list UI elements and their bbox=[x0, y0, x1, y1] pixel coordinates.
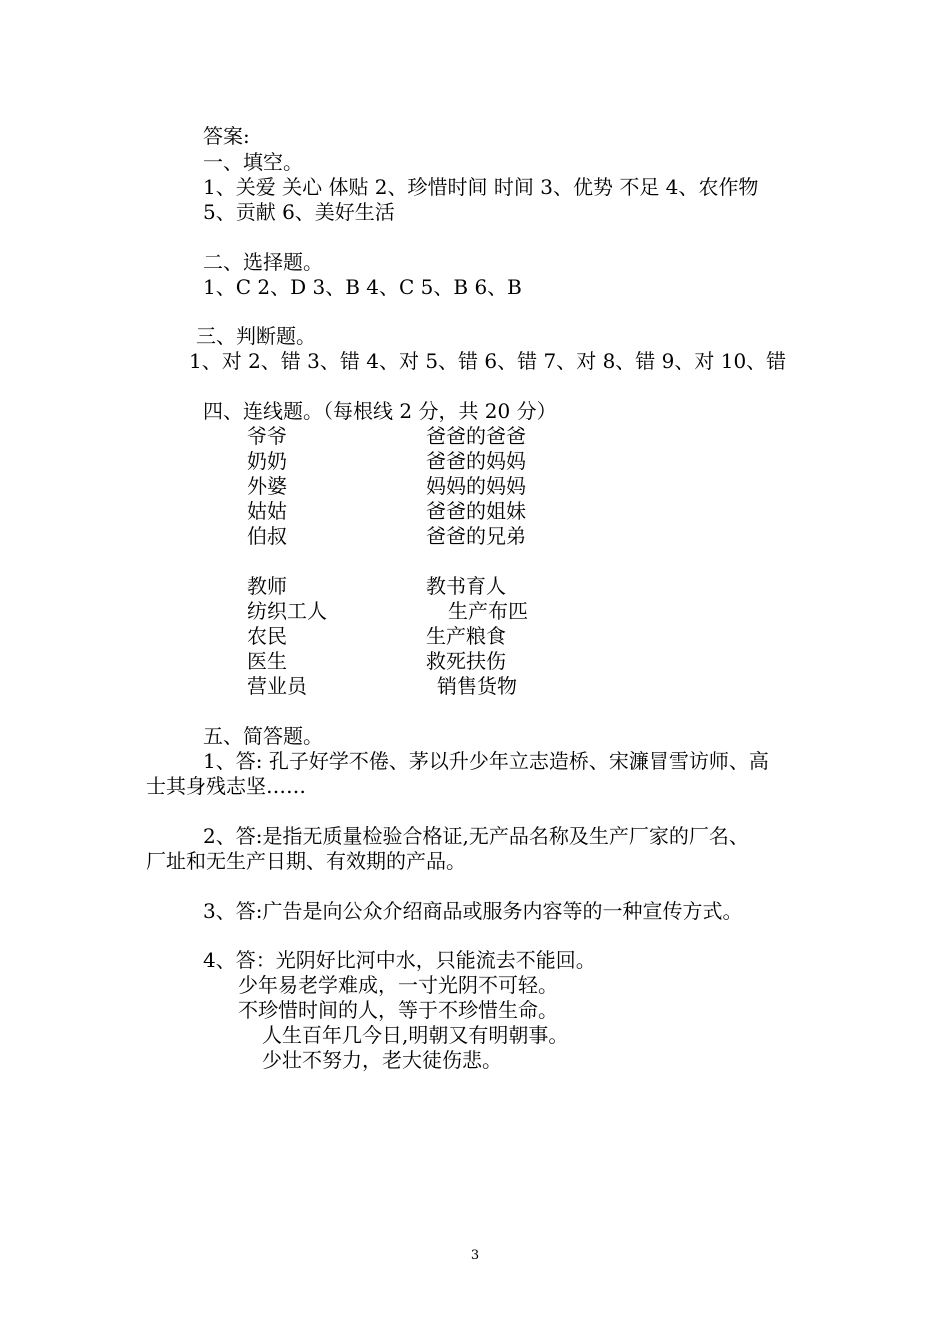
answer1-line1: 1、答: 孔子好学不倦、茅以升少年立志造桥、宋濂冒雪访师、高 bbox=[203, 749, 769, 773]
match-right-item: 教书育人 bbox=[426, 574, 506, 598]
match-left-item: 伯叔 bbox=[247, 524, 287, 548]
section4-heading: 四、连线题。（每根线 2 分，共 20 分） bbox=[203, 399, 557, 423]
match-right-item: 爸爸的妈妈 bbox=[426, 449, 526, 473]
match-right-item: 救死扶伤 bbox=[426, 649, 506, 673]
match-left-item: 农民 bbox=[247, 624, 287, 648]
section2-answers-line1: 1、C 2、D 3、B 4、C 5、B 6、B bbox=[203, 275, 522, 299]
match-right-item: 销售货物 bbox=[437, 674, 517, 698]
match-left-item: 奶奶 bbox=[247, 449, 287, 473]
section2-heading: 二、选择题。 bbox=[203, 250, 323, 274]
match-right-item: 爸爸的兄弟 bbox=[426, 524, 526, 548]
section1-answers-line1: 1、关爱 关心 体贴 2、珍惜时间 时间 3、优势 不足 4、农作物 bbox=[203, 175, 759, 199]
match-left-item: 外婆 bbox=[247, 474, 287, 498]
match-right-item: 生产粮食 bbox=[426, 624, 506, 648]
match-left-item: 纺织工人 bbox=[247, 599, 327, 623]
answer4-line4: 人生百年几今日,明朝又有明朝事。 bbox=[262, 1023, 569, 1047]
match-left-item: 营业员 bbox=[247, 674, 307, 698]
page-number: 3 bbox=[470, 1248, 480, 1263]
section3-answers-line1: 1、对 2、错 3、错 4、对 5、错 6、错 7、对 8、错 9、对 10、错 bbox=[189, 349, 787, 373]
match-left-item: 姑姑 bbox=[247, 499, 287, 523]
answer1-line2: 士其身残志坚…… bbox=[146, 774, 306, 798]
answer4-line3: 不珍惜时间的人，等于不珍惜生命。 bbox=[238, 998, 558, 1022]
match-right-item: 爸爸的姐妹 bbox=[426, 499, 526, 523]
section1-heading: 一、填空。 bbox=[203, 150, 303, 174]
answer4-line1: 4、答：光阴好比河中水，只能流去不能回。 bbox=[203, 948, 596, 972]
answer4-line5: 少壮不努力，老大徒伤悲。 bbox=[262, 1048, 502, 1072]
section1-answers-line2: 5、贡献 6、美好生活 bbox=[203, 200, 395, 224]
match-left-item: 爷爷 bbox=[247, 424, 287, 448]
match-right-item: 爸爸的爸爸 bbox=[426, 424, 526, 448]
answers-title: 答案: bbox=[203, 124, 250, 148]
answer2-line2: 厂址和无生产日期、有效期的产品。 bbox=[146, 849, 466, 873]
match-left-item: 教师 bbox=[247, 574, 287, 598]
match-left-item: 医生 bbox=[247, 649, 287, 673]
match-right-item: 妈妈的妈妈 bbox=[426, 474, 526, 498]
section5-heading: 五、简答题。 bbox=[203, 724, 323, 748]
section3-heading: 三、判断题。 bbox=[196, 324, 316, 348]
answer3-line1: 3、答:广告是向公众介绍商品或服务内容等的一种宣传方式。 bbox=[203, 899, 743, 923]
answer2-line1: 2、答:是指无质量检验合格证,无产品名称及生产厂家的厂名、 bbox=[203, 824, 749, 848]
answer4-line2: 少年易老学难成，一寸光阴不可轻。 bbox=[238, 973, 558, 997]
match-right-item: 生产布匹 bbox=[448, 599, 528, 623]
